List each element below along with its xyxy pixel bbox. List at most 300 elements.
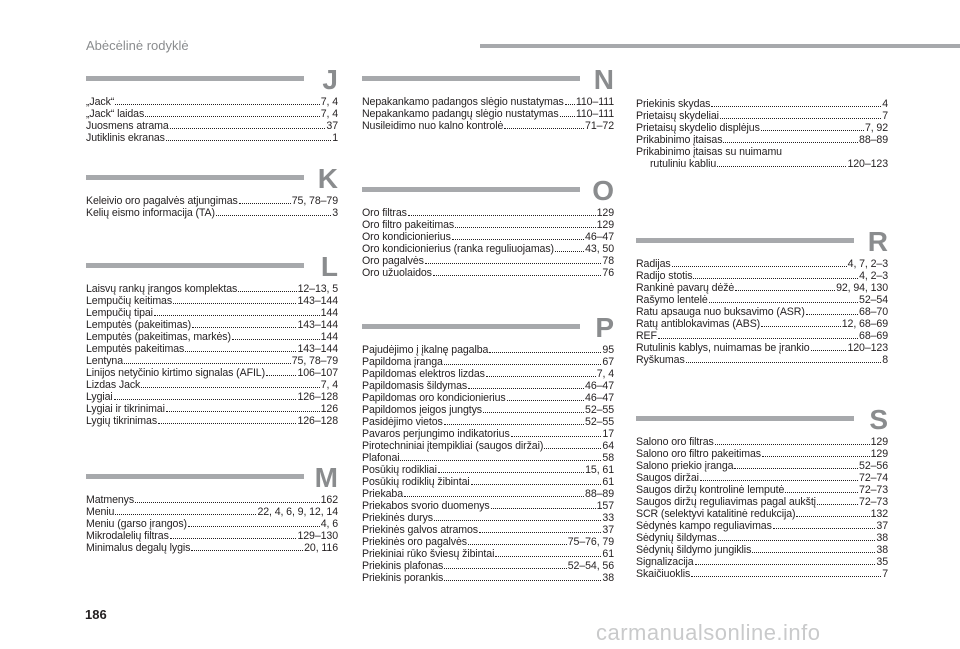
- index-entry: [636, 496, 888, 508]
- index-entry: [636, 342, 888, 354]
- entry-title: Salono oro filtras: [636, 436, 714, 448]
- entry-page-ref: 46–47: [585, 380, 614, 392]
- dot-leader: [560, 109, 575, 117]
- entry-title: Lemputės (pakeitimas, markės): [86, 331, 231, 343]
- index-list: [636, 98, 888, 170]
- section-letter: R: [867, 226, 888, 257]
- index-entry: [636, 270, 888, 282]
- header-bar: [480, 44, 960, 48]
- entry-title: Prikabinimo įtaisas su nuimamu: [636, 146, 782, 158]
- dot-leader: [238, 284, 296, 292]
- dot-leader: [495, 549, 601, 557]
- entry-page-ref: 92, 94, 130: [836, 282, 888, 294]
- section-l: [86, 251, 338, 427]
- entry-title: Papildomos įeigos jungtys: [362, 404, 482, 416]
- entry-page-ref: 52–54: [859, 294, 888, 306]
- index-entry: [636, 544, 888, 556]
- index-entry: [362, 440, 614, 452]
- entry-page-ref: 72–73: [859, 496, 888, 508]
- index-entry: [86, 415, 338, 427]
- entry-page-ref: 144: [320, 331, 338, 343]
- entry-title: Radijo stotis: [636, 270, 693, 282]
- entry-page-ref: 143–144: [297, 343, 338, 355]
- dot-leader: [452, 232, 584, 240]
- index-entry: [636, 146, 888, 158]
- dot-leader: [711, 99, 881, 107]
- entry-title: Radijas: [636, 258, 671, 270]
- entry-title: Matmenys: [86, 494, 135, 506]
- entry-title: Papildomasis šildymas: [362, 380, 468, 392]
- entry-page-ref: 37: [602, 524, 614, 536]
- index-entry: [362, 488, 614, 500]
- index-entry: [362, 392, 614, 404]
- dot-leader: [188, 519, 320, 527]
- entry-title: Sėdynės kampo reguliavimas: [636, 520, 772, 532]
- entry-title: Priekinis porankis: [362, 572, 444, 584]
- index-entry: [636, 158, 888, 170]
- entry-page-ref: 157: [596, 500, 614, 512]
- index-entry: [86, 319, 338, 331]
- dot-leader: [709, 295, 858, 303]
- entry-page-ref: 110–111: [575, 96, 614, 108]
- entry-page-ref: 129: [870, 436, 888, 448]
- dot-leader: [693, 271, 858, 279]
- section-rule: [362, 324, 580, 329]
- section-rule: [636, 416, 854, 421]
- index-entry: [636, 294, 888, 306]
- entry-page-ref: 46–47: [585, 392, 614, 404]
- section-letter: M: [314, 462, 338, 493]
- entry-title: Rutulinis kablys, nuimamas be įrankio: [636, 342, 810, 354]
- section-letter: K: [317, 163, 338, 194]
- index-list: [86, 195, 338, 219]
- index-entry: [362, 368, 614, 380]
- dot-leader: [191, 543, 303, 551]
- dot-leader: [166, 404, 320, 412]
- section-rule: [362, 187, 580, 192]
- index-entry: [636, 354, 888, 366]
- index-entry: [636, 508, 888, 520]
- index-list: [362, 96, 614, 132]
- index-entry: [86, 331, 338, 343]
- index-entry: [86, 391, 338, 403]
- index-entry: [86, 506, 338, 518]
- dot-leader: [170, 121, 326, 129]
- entry-page-ref: 4, 2–3: [859, 270, 888, 282]
- entry-title: Ryškumas: [636, 354, 685, 366]
- index-entry: [362, 404, 614, 416]
- dot-leader: [762, 449, 870, 457]
- index-entry: [362, 243, 614, 255]
- section-letter: P: [595, 312, 614, 343]
- index-entry: [362, 231, 614, 243]
- index-entry: [636, 306, 888, 318]
- index-list: [636, 258, 888, 366]
- dot-leader: [471, 477, 602, 485]
- index-entry: [636, 122, 888, 134]
- entry-page-ref: 20, 116: [304, 542, 338, 554]
- index-entry: [636, 98, 888, 110]
- entry-title: Lempučių keitimas: [86, 295, 173, 307]
- dot-leader: [232, 332, 320, 340]
- entry-page-ref: 162: [320, 494, 338, 506]
- dot-leader: [158, 416, 296, 424]
- dot-leader: [486, 369, 596, 377]
- index-entry: [86, 96, 338, 108]
- entry-title: Lygiai ir tikrinimai: [86, 403, 165, 415]
- entry-title: SCR (selektyvi katalitinė redukcija): [636, 508, 796, 520]
- section-j: [86, 64, 338, 144]
- entry-title: Papildomas elektros lizdas: [362, 368, 485, 380]
- entry-page-ref: 129: [596, 207, 614, 219]
- index-entry: [362, 380, 614, 392]
- entry-title: Papildoma įranga: [362, 356, 443, 368]
- section-p-continued: [636, 98, 888, 170]
- entry-title: Plafonai: [362, 452, 400, 464]
- entry-page-ref: 129: [870, 448, 888, 460]
- section-rule: [636, 238, 854, 243]
- entry-title: „Jack“: [86, 96, 115, 108]
- entry-page-ref: 4, 7, 2–3: [847, 258, 888, 270]
- dot-leader: [115, 97, 319, 105]
- index-entry: [362, 548, 614, 560]
- dot-leader: [166, 133, 331, 141]
- entry-title: Salono priekio įranga: [636, 460, 734, 472]
- entry-title: Pasidėjimo vietos: [362, 416, 443, 428]
- dot-leader: [154, 308, 320, 316]
- dot-leader: [135, 495, 320, 503]
- dot-leader: [433, 268, 602, 276]
- index-entry: [636, 532, 888, 544]
- dot-leader: [735, 283, 835, 291]
- entry-page-ref: 61: [602, 476, 614, 488]
- entry-title: Ratu apsauga nuo buksavimo (ASR): [636, 306, 805, 318]
- entry-title: Priekaba: [362, 488, 404, 500]
- dot-leader: [170, 531, 297, 539]
- index-entry: [636, 448, 888, 460]
- dot-leader: [468, 537, 567, 545]
- dot-leader: [544, 441, 601, 449]
- index-entry: [86, 530, 338, 542]
- dot-leader: [404, 489, 584, 497]
- dot-leader: [565, 97, 575, 105]
- entry-title: Priekinis plafonas: [362, 560, 444, 572]
- entry-page-ref: 7: [882, 110, 888, 122]
- index-entry: [636, 330, 888, 342]
- index-entry: [86, 518, 338, 530]
- section-rule: [86, 76, 304, 81]
- entry-title: Lemputės pakeitimas: [86, 343, 185, 355]
- entry-page-ref: 38: [876, 544, 888, 556]
- index-entry: [362, 207, 614, 219]
- index-entry: [86, 542, 338, 554]
- entry-page-ref: 68–70: [859, 306, 888, 318]
- entry-title: Nusileidimo nuo kalno kontrolė: [362, 120, 504, 132]
- dot-leader: [479, 525, 601, 533]
- entry-title: Saugos diržai: [636, 472, 699, 484]
- entry-page-ref: 58: [602, 452, 614, 464]
- entry-page-ref: 12–13, 5: [297, 283, 338, 295]
- entry-page-ref: 129: [596, 219, 614, 231]
- entry-title: Priekiniai rūko šviesų žibintai: [362, 548, 495, 560]
- dot-leader: [192, 320, 296, 328]
- index-entry: [636, 110, 888, 122]
- index-entry: [636, 318, 888, 330]
- entry-title: „Jack“ laidas: [86, 108, 145, 120]
- dot-leader: [555, 244, 584, 252]
- entry-page-ref: 37: [326, 120, 338, 132]
- entry-title: Laisvų rankų įrangos komplektas: [86, 283, 238, 295]
- entry-title: Jutiklinis ekranas: [86, 132, 165, 144]
- section-rule: [86, 474, 304, 479]
- entry-title: Oro kondicionierius (ranka reguliuojamas): [362, 243, 554, 255]
- dot-leader: [483, 405, 584, 413]
- entry-page-ref: 52–55: [585, 416, 614, 428]
- entry-page-ref: 15, 61: [585, 464, 614, 476]
- entry-page-ref: 67: [602, 356, 614, 368]
- dot-leader: [511, 429, 602, 437]
- entry-page-ref: 106–107: [297, 367, 338, 379]
- entry-page-ref: 3: [332, 207, 338, 219]
- entry-title: Oro pagalvės: [362, 255, 424, 267]
- index-entry: [636, 282, 888, 294]
- entry-title: Meniu (garso įrangos): [86, 518, 187, 530]
- entry-page-ref: 7, 4: [596, 368, 614, 380]
- entry-page-ref: 64: [602, 440, 614, 452]
- entry-title: Keleivio oro pagalvės atjungimas: [86, 195, 238, 207]
- entry-title: Lizdas Jack: [86, 379, 141, 391]
- entry-page-ref: 68–69: [859, 330, 888, 342]
- index-entry: [362, 219, 614, 231]
- entry-title: Pajudėjimo į įkalnę pagalba: [362, 344, 489, 356]
- dot-leader: [718, 533, 876, 541]
- section-letter: J: [322, 64, 338, 95]
- entry-page-ref: 8: [882, 354, 888, 366]
- entry-title: Prietaisų skydeliai: [636, 110, 719, 122]
- entry-title: Lemputės (pakeitimas): [86, 319, 192, 331]
- entry-page-ref: 4, 6: [320, 518, 338, 530]
- index-entry: [86, 120, 338, 132]
- entry-title: Lempučių tipai: [86, 307, 153, 319]
- index-list: [362, 207, 614, 279]
- section-p: [362, 312, 614, 584]
- index-entry: [362, 560, 614, 572]
- dot-leader: [438, 465, 584, 473]
- index-entry: [636, 568, 888, 580]
- dot-leader: [425, 256, 602, 264]
- dot-leader: [444, 573, 601, 581]
- entry-page-ref: 72–74: [859, 472, 888, 484]
- entry-title: Nepakankamo padangų slėgio nustatymas: [362, 108, 559, 120]
- dot-leader: [468, 381, 584, 389]
- entry-title: Priekinės galvos atramos: [362, 524, 478, 536]
- entry-page-ref: 17: [602, 428, 614, 440]
- index-entry: [362, 356, 614, 368]
- entry-page-ref: 88–89: [585, 488, 614, 500]
- entry-page-ref: 52–55: [585, 404, 614, 416]
- section-n: [362, 64, 614, 132]
- dot-leader: [817, 497, 858, 505]
- dot-leader: [408, 208, 596, 216]
- entry-page-ref: 61: [602, 548, 614, 560]
- entry-page-ref: 76: [602, 267, 614, 279]
- entry-title: Pirotechniniai įtempikliai (saugos diržai): [362, 440, 544, 452]
- dot-leader: [444, 357, 602, 365]
- entry-page-ref: 38: [602, 572, 614, 584]
- entry-title: Oro užuolaidos: [362, 267, 432, 279]
- entry-title: Signalizacija: [636, 556, 694, 568]
- index-entry: [362, 452, 614, 464]
- dot-leader: [455, 220, 596, 228]
- dot-leader: [691, 569, 881, 577]
- dot-leader: [720, 111, 881, 119]
- entry-page-ref: 75, 78–79: [291, 355, 338, 367]
- section-letter: L: [320, 251, 338, 282]
- entry-title: Prikabinimo įtaisas: [636, 134, 723, 146]
- entry-page-ref: 12, 68–69: [841, 318, 888, 330]
- dot-leader: [806, 307, 858, 315]
- entry-page-ref: 120–123: [847, 158, 888, 170]
- index-entry: [636, 258, 888, 270]
- entry-page-ref: 4: [882, 98, 888, 110]
- entry-page-ref: 22, 4, 6, 9, 12, 14: [257, 506, 338, 518]
- section-rule: [86, 175, 304, 180]
- entry-page-ref: 43, 50: [585, 243, 614, 255]
- entry-title: Priekabos svorio duomenys: [362, 500, 490, 512]
- dot-leader: [173, 296, 296, 304]
- section-rule: [86, 263, 304, 268]
- index-entry: [362, 108, 614, 120]
- entry-page-ref: 75, 78–79: [291, 195, 338, 207]
- section-s: [636, 404, 888, 580]
- dot-leader: [752, 545, 875, 553]
- entry-title: Papildomas oro kondicionierius: [362, 392, 506, 404]
- index-entry: [362, 255, 614, 267]
- section-letter: N: [593, 64, 614, 95]
- dot-leader: [115, 507, 256, 515]
- dot-leader: [658, 331, 858, 339]
- entry-title: Lentyna: [86, 355, 123, 367]
- entry-page-ref: 78: [602, 255, 614, 267]
- entry-page-ref: 143–144: [297, 295, 338, 307]
- section-o: [362, 175, 614, 279]
- entry-title: Nepakankamo padangos slėgio nustatymas: [362, 96, 564, 108]
- entry-page-ref: 110–111: [575, 108, 614, 120]
- entry-page-ref: 52–56: [859, 460, 888, 472]
- index-entry: [362, 96, 614, 108]
- index-entry: [362, 476, 614, 488]
- entry-page-ref: 35: [876, 556, 888, 568]
- dot-leader: [504, 121, 584, 129]
- page-header-title: Abėcėlinė rodyklė: [86, 38, 189, 53]
- index-entry: [86, 195, 338, 207]
- index-entry: [636, 484, 888, 496]
- index-entry: [362, 536, 614, 548]
- index-entry: [86, 379, 338, 391]
- entry-title: Priekinės durys: [362, 512, 433, 524]
- index-entry: [362, 344, 614, 356]
- entry-page-ref: 7: [882, 568, 888, 580]
- entry-title: Prietaisų skydelio displėjus: [636, 122, 760, 134]
- entry-title: Posūkių rodiklių žibintai: [362, 476, 470, 488]
- entry-page-ref: 129–130: [297, 530, 338, 542]
- entry-title: Lygių tikrinimas: [86, 415, 158, 427]
- dot-leader: [491, 501, 596, 509]
- dot-leader: [761, 319, 841, 327]
- index-entry: [636, 556, 888, 568]
- entry-page-ref: 37: [876, 520, 888, 532]
- entry-title: Oro filtras: [362, 207, 407, 219]
- dot-leader: [715, 437, 870, 445]
- dot-leader: [785, 485, 858, 493]
- dot-leader: [444, 417, 584, 425]
- index-entry: [636, 134, 888, 146]
- index-entry: [636, 520, 888, 532]
- entry-title: Meniu: [86, 506, 115, 518]
- index-entry: [86, 367, 338, 379]
- entry-page-ref: 7, 4: [320, 108, 338, 120]
- dot-leader: [811, 343, 847, 351]
- section-rule: [362, 76, 580, 81]
- entry-title: rutuliniu kabliu: [650, 158, 717, 170]
- entry-title: Pavaros perjungimo indikatorius: [362, 428, 510, 440]
- section-letter: S: [869, 404, 888, 435]
- entry-page-ref: 120–123: [847, 342, 888, 354]
- entry-page-ref: 132: [870, 508, 888, 520]
- entry-page-ref: 46–47: [585, 231, 614, 243]
- dot-leader: [434, 513, 601, 521]
- entry-title: Mikrodalelių filtras: [86, 530, 169, 542]
- entry-page-ref: 126–128: [297, 415, 338, 427]
- entry-title: Sėdynių šildymo jungiklis: [636, 544, 752, 556]
- entry-title: Salono oro filtro pakeitimas: [636, 448, 761, 460]
- index-entry: [86, 307, 338, 319]
- index-entry: [86, 108, 338, 120]
- dot-leader: [489, 345, 601, 353]
- index-entry: [636, 436, 888, 448]
- entry-title: Posūkių rodikliai: [362, 464, 437, 476]
- section-r: [636, 226, 888, 366]
- entry-page-ref: 95: [602, 344, 614, 356]
- dot-leader: [761, 123, 864, 131]
- entry-page-ref: 7, 4: [320, 96, 338, 108]
- entry-title: Saugos diržų kontrolinė lemputė: [636, 484, 785, 496]
- dot-leader: [239, 196, 291, 204]
- dot-leader: [185, 344, 296, 352]
- dot-leader: [114, 392, 297, 400]
- entry-title: Juosmens atrama: [86, 120, 169, 132]
- section-m: [86, 462, 338, 554]
- entry-title: Rankinė pavarų dėžė: [636, 282, 735, 294]
- dot-leader: [700, 473, 858, 481]
- index-entry: [86, 403, 338, 415]
- dot-leader: [400, 453, 601, 461]
- entry-title: Kelių eismo informacija (TA): [86, 207, 215, 219]
- dot-leader: [444, 561, 567, 569]
- index-entry: [362, 267, 614, 279]
- index-entry: [636, 472, 888, 484]
- entry-page-ref: 126–128: [297, 391, 338, 403]
- dot-leader: [672, 259, 847, 267]
- entry-page-ref: 7, 92: [864, 122, 888, 134]
- dot-leader: [717, 159, 846, 167]
- watermark: carmanualsonline.info: [596, 620, 821, 645]
- entry-title: Skaičiuoklis: [636, 568, 691, 580]
- entry-page-ref: 72–73: [859, 484, 888, 496]
- index-entry: [636, 460, 888, 472]
- index-entry: [86, 132, 338, 144]
- index-list: [362, 344, 614, 584]
